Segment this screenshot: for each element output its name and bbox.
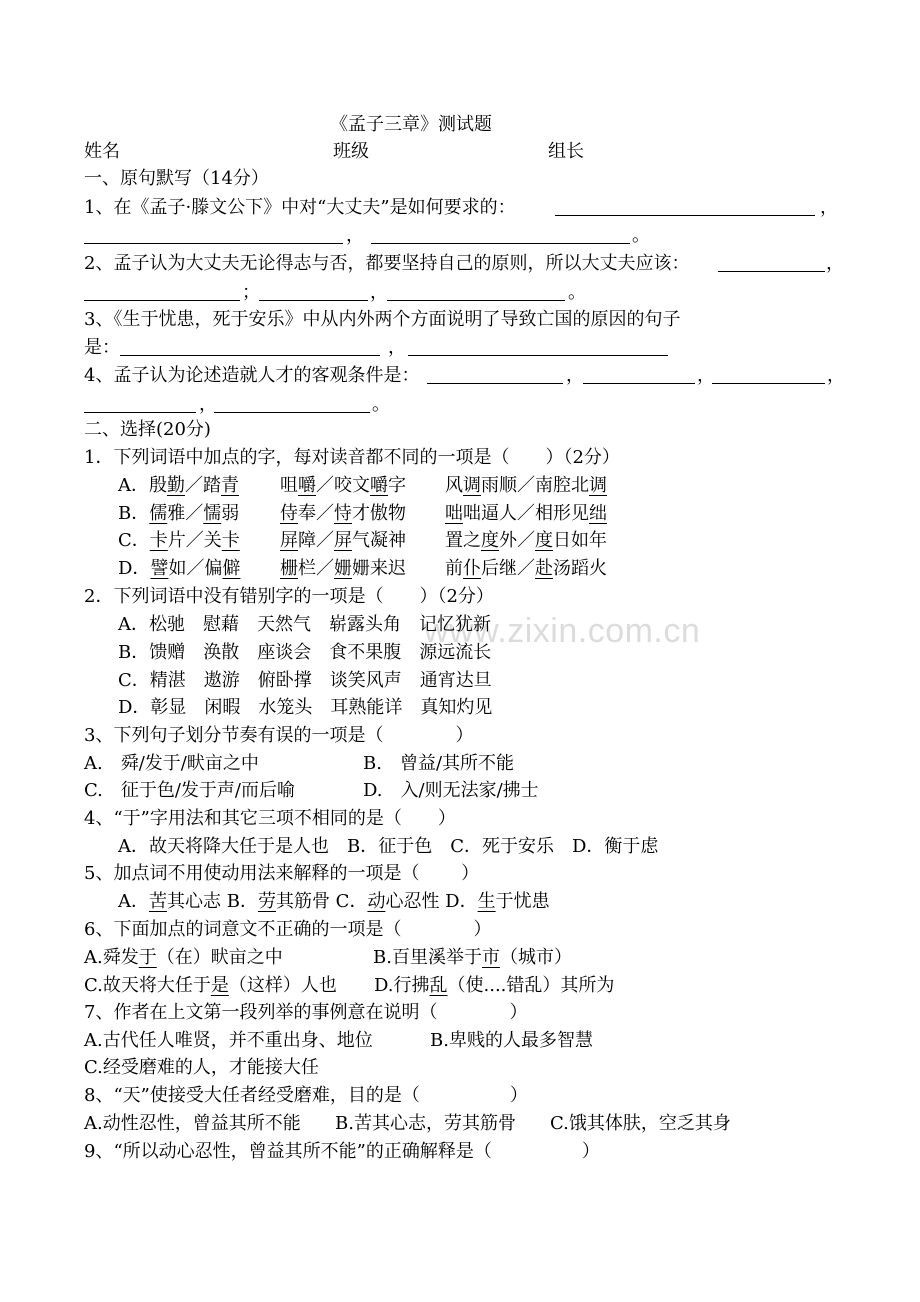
option-text — [280, 472, 406, 500]
dotted-char: 市 — [481, 947, 500, 968]
dotted-char: 屏 — [334, 530, 352, 551]
punctuation: ， — [370, 282, 388, 303]
question-stem: 1、在《孟子·滕文公下》中对“大丈夫”是如何要求的： — [84, 197, 516, 218]
question-row — [0, 250, 920, 278]
option-row — [0, 750, 920, 778]
answer-blank — [718, 250, 825, 272]
option-text — [84, 944, 283, 972]
section-heading-row — [0, 165, 920, 193]
option-text — [445, 527, 607, 555]
question-stem: 3、《生于忧患，死于安乐》中从内外两个方面说明了导致亡国的原因的句子 — [84, 309, 681, 330]
dotted-char: 度 — [535, 530, 553, 551]
option-row — [0, 972, 920, 1000]
text-run: 置之 — [445, 530, 481, 551]
dotted-char: 卡 — [149, 530, 168, 551]
option-row — [0, 1027, 920, 1055]
dotted-char: 赴 — [535, 558, 553, 579]
dotted-char: 卡 — [221, 530, 240, 551]
dotted-char: 嚼 — [298, 475, 316, 496]
dotted-char: 嚼 — [370, 475, 388, 496]
text-run: 字 — [388, 475, 406, 496]
name-label: 姓名 — [84, 141, 120, 162]
option-row — [0, 527, 920, 555]
question-stem: 7、作者在上文第一段列举的事例意在说明（ ） — [84, 1002, 528, 1023]
option-text: C. 征于色/发于声/而后喻 — [84, 780, 295, 801]
option-row — [0, 667, 920, 695]
text-run: 于忧患 — [495, 891, 550, 912]
option-text — [118, 555, 240, 583]
question-row — [0, 722, 920, 750]
option-row — [0, 777, 920, 805]
option-row — [0, 1110, 920, 1138]
dotted-char: 调 — [463, 475, 481, 496]
section-heading: 一、原句默写（14分） — [84, 168, 269, 189]
text-run: 前 — [445, 558, 463, 579]
option-row — [0, 1054, 920, 1082]
answer-blank — [84, 391, 196, 413]
dotted-char: 咄 — [445, 503, 463, 524]
option-text — [118, 888, 550, 916]
question-stem: 2、孟子认为大丈夫无论得志与否，都要坚持自己的原则，所以大丈夫应该： — [84, 253, 690, 274]
question-stem: 3、下列句子划分节奏有误的一项是（ ） — [84, 725, 474, 746]
option-text: B. 曾益/其所不能 — [363, 753, 515, 774]
text-run: （使....错乱）其所为 — [447, 975, 615, 996]
text-run: 咀 — [280, 475, 298, 496]
answer-blank — [84, 279, 240, 301]
answer-blank — [555, 194, 815, 216]
answer-blank — [371, 222, 630, 244]
answer-blank — [427, 362, 563, 384]
dotted-char: 乱 — [429, 975, 448, 996]
option-text — [84, 972, 337, 1000]
question-stem: 8、“天”使接受大任者经受磨难，目的是（ ） — [84, 1085, 528, 1106]
punctuation: ； — [242, 282, 260, 303]
option-text: A. 舜/发于/畎亩之中 — [84, 753, 259, 774]
text-run: 栏／ — [298, 558, 334, 579]
question-stem: 6、下面加点的词意文不正确的一项是（ ） — [84, 919, 492, 940]
option-text — [445, 472, 607, 500]
answer-blank — [387, 279, 565, 301]
option-row — [0, 944, 920, 972]
dotted-char: 劳 — [257, 891, 276, 912]
punctuation: 。 — [632, 225, 650, 246]
question-row — [0, 999, 920, 1027]
option-row — [0, 639, 920, 667]
option-row — [0, 472, 920, 500]
option-text — [118, 527, 240, 555]
dotted-char: 譬 — [150, 558, 169, 579]
punctuation: 。 — [568, 282, 586, 303]
text-run: 日如年 — [553, 530, 607, 551]
answer-blank — [84, 222, 343, 244]
option-row — [0, 555, 920, 583]
answer-blank — [214, 391, 370, 413]
question-stem: 1．下列词语中加点的字，每对读音都不同的一项是（ ）（2分） — [84, 447, 620, 468]
option-row — [0, 694, 920, 722]
dotted-char: 勤 — [167, 475, 185, 496]
text-run: C.故天将大任于 — [84, 975, 211, 996]
dotted-char: 儒 — [149, 503, 168, 524]
option-text — [280, 555, 406, 583]
option-text — [373, 944, 572, 972]
answer-blank — [259, 279, 368, 301]
text-run: 片／关 — [167, 530, 222, 551]
option-row — [0, 500, 920, 528]
question-row — [0, 583, 920, 611]
option-text — [445, 500, 607, 528]
question-row — [0, 805, 920, 833]
answer-blank — [120, 334, 380, 356]
text-run: ／踏 — [185, 475, 221, 496]
option-text: C．精湛 遨游 俯卧撑 谈笑风声 通宵达旦 — [118, 670, 492, 691]
dotted-char: 屏 — [280, 530, 298, 551]
answer-blank — [712, 362, 825, 384]
section-heading: 二、选择(20分) — [84, 419, 211, 440]
question-stem: 4、孟子认为论述造就人才的客观条件是： — [84, 365, 420, 386]
option-text: B．馈赠 涣散 座谈会 食不果腹 源远流长 — [118, 642, 492, 663]
question-stem: 9、“所以动心忍性，曾益其所不能”的正确解释是（ ） — [84, 1141, 600, 1162]
text-run: D.行拂 — [374, 975, 430, 996]
text-run: B.百里溪举于 — [373, 947, 482, 968]
text-run: （城市） — [499, 947, 572, 968]
dotted-char: 懦 — [203, 503, 222, 524]
question-row — [0, 222, 920, 250]
dotted-char: 是 — [210, 975, 229, 996]
option-text: C.饿其体肤，空乏其身 — [550, 1113, 731, 1134]
option-text — [374, 972, 614, 1000]
watermark: www.zixin.com.cn — [424, 612, 701, 650]
text-run: 心忍性 D． — [385, 891, 478, 912]
option-text: C.经受磨难的人，才能接大任 — [84, 1057, 319, 1078]
text-run: 弱 — [221, 503, 240, 524]
dotted-char: 仆 — [463, 558, 481, 579]
question-stem: 2．下列词语中没有错别字的一项是（ ）（2分） — [84, 586, 494, 607]
text-run: 雅／ — [167, 503, 204, 524]
question-row — [0, 391, 920, 419]
answer-blank — [408, 334, 668, 356]
title-row — [0, 111, 920, 139]
dotted-char: 僻 — [222, 558, 241, 579]
punctuation: ， — [566, 365, 584, 386]
option-text: D. 入/则无法家/拂士 — [363, 780, 539, 801]
punctuation: ， — [346, 225, 364, 246]
text-run: 其心志 B． — [167, 891, 258, 912]
dotted-char: 调 — [589, 475, 607, 496]
text-run: 气凝神 — [352, 530, 406, 551]
student-info-row — [0, 138, 920, 166]
question-row — [0, 279, 920, 307]
text-run: B． — [118, 503, 150, 524]
punctuation: ， — [697, 365, 715, 386]
dotted-char: 绌 — [589, 503, 607, 524]
question-row — [0, 334, 920, 362]
dotted-char: 栅 — [280, 558, 298, 579]
text-run: 咄逼人／相形见 — [463, 503, 589, 524]
dotted-char: 生 — [477, 891, 496, 912]
option-text — [280, 500, 406, 528]
answer-blank — [583, 362, 695, 384]
text-run: 雨顺／南腔北 — [481, 475, 589, 496]
question-row — [0, 860, 920, 888]
option-text: A.古代任人唯贤，并不重出身、地位 — [84, 1030, 373, 1051]
text-run: 才傲物 — [352, 503, 406, 524]
text-run: （这样）人也 — [228, 975, 337, 996]
text-run: 汤蹈火 — [553, 558, 607, 579]
question-row — [0, 306, 920, 334]
leader-label: 组长 — [548, 141, 584, 162]
text-run: ／咬文 — [316, 475, 370, 496]
punctuation: ， — [827, 365, 845, 386]
text-run: A.舜发 — [84, 947, 139, 968]
class-label: 班级 — [333, 141, 369, 162]
option-text — [445, 555, 607, 583]
punctuation: ， — [199, 394, 217, 415]
option-row — [0, 611, 920, 639]
text-run: C． — [118, 530, 150, 551]
option-text: B.苦其心志，劳其筋骨 — [335, 1113, 516, 1134]
text-run: 风 — [445, 475, 463, 496]
dotted-char: 度 — [481, 530, 499, 551]
question-row — [0, 1138, 920, 1166]
text-run: 如／偏 — [168, 558, 223, 579]
page-title: 《孟子三章》测试题 — [330, 114, 492, 135]
dotted-char: 姗 — [334, 558, 352, 579]
punctuation: ， — [826, 253, 844, 274]
question-row — [0, 194, 920, 222]
option-text — [118, 500, 239, 528]
dotted-char: 于 — [138, 947, 157, 968]
dotted-char: 动 — [367, 891, 386, 912]
option-text: A．故天将降大任于是人也 B．征于色 C．死于安乐 D．衡于虑 — [118, 836, 659, 857]
question-stem: 4、“于”字用法和其它三项不相同的是（ ） — [84, 808, 456, 829]
question-stem-continued: 是： — [84, 337, 120, 358]
text-run: 外／ — [499, 530, 535, 551]
punctuation: ， — [388, 337, 406, 358]
question-row — [0, 444, 920, 472]
option-text: A．松驰 慰藉 天然气 崭露头角 记忆犹新 — [118, 614, 491, 635]
option-row — [0, 888, 920, 916]
question-stem: 5、加点词不用使动用法来解释的一项是（ ） — [84, 863, 480, 884]
text-run: 障／ — [298, 530, 334, 551]
punctuation: 。 — [372, 394, 390, 415]
text-run: 奉／ — [298, 503, 334, 524]
option-text: D．彰显 闲暇 水笼头 耳熟能详 真知灼见 — [118, 697, 493, 718]
dotted-char: 侍 — [280, 503, 298, 524]
question-row — [0, 916, 920, 944]
option-text — [118, 472, 239, 500]
section-heading-row — [0, 416, 920, 444]
option-row — [0, 833, 920, 861]
text-run: 后继／ — [481, 558, 535, 579]
question-row — [0, 1082, 920, 1110]
text-run: D． — [118, 558, 151, 579]
dotted-char: 恃 — [334, 503, 352, 524]
dotted-char: 苦 — [149, 891, 167, 912]
text-run: A． — [118, 891, 149, 912]
text-run: （在）畎亩之中 — [156, 947, 283, 968]
option-text: B.卑贱的人最多智慧 — [430, 1030, 593, 1051]
text-run: A．殷 — [118, 475, 167, 496]
option-text — [280, 527, 406, 555]
text-run: 其筋骨 C． — [275, 891, 368, 912]
text-run: 姗来迟 — [352, 558, 406, 579]
option-text: A.动性忍性，曾益其所不能 — [84, 1113, 301, 1134]
dotted-char: 青 — [221, 475, 239, 496]
punctuation: ， — [820, 197, 838, 218]
question-row — [0, 362, 920, 390]
